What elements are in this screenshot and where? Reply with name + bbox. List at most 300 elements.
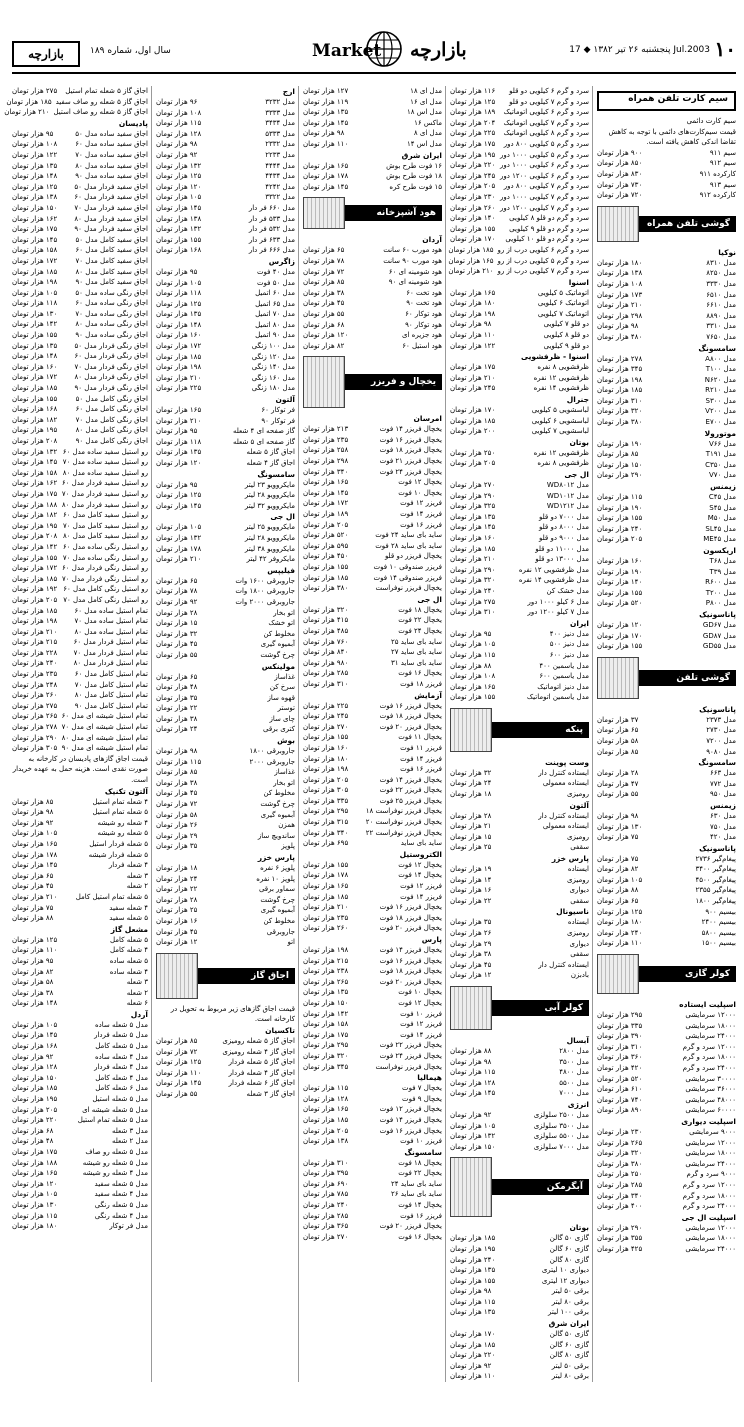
product-name: یخچال فریزر ۲۲ فوت [379,786,442,795]
product-name: ۹۰۰۰ سرمایشی [689,1127,736,1136]
product-name: یخچال ۲۲ فوت [398,1169,442,1178]
product-price: ۳۸۰ هزار تومان [597,1159,643,1168]
price-row [597,917,736,928]
issue-number: سال اول، شماره ۱۸۹ [90,46,171,56]
product-price: ۱۱۹ هزار تومان [303,97,349,106]
price-row [156,650,295,661]
product-name: مدل ۷۰۰۰ [559,1089,589,1098]
product-price: ۴۵ هزار تومان [156,789,198,798]
brand-heading: سامسونگ [698,758,736,768]
product-price: ۸۸ هزار تومان [450,661,492,670]
price-row [597,789,736,800]
product-price: ۲۱۰ هزار تومان [4,108,50,117]
price-row [12,553,148,564]
product-price: ۳۵۵ هزار تومان [597,1234,643,1243]
price-row [597,854,736,865]
product-price: ۳۱۵ هزار تومان [303,818,349,827]
price-row [450,565,589,576]
product-name: مدل E۷۰۰ [705,418,736,427]
product-name: فر توکار ۶۰ [261,406,295,415]
product-price: ۱۵۰ هزار تومان [12,1073,58,1082]
product-name: مدل ۲۲۳۳ [265,150,295,159]
product-price: ۱۳۵ هزار تومان [156,310,202,319]
product-price: ۱۴۵ هزار تومان [303,118,349,127]
price-row [12,595,148,606]
price-row [450,203,589,214]
product-name: برقی ۸۰ لیتر [551,1372,589,1381]
price-row [12,341,148,352]
price-row [156,362,295,373]
brand-heading: زیمنس [710,482,736,492]
product-name: مدل ۳۴۳۴ [265,119,295,128]
price-row [156,746,295,757]
price-row [303,562,442,573]
price-row [156,171,295,182]
price-row [303,456,442,467]
product-name: رو استیل سفید ساده مدل ۷۰ [62,458,148,467]
brand-heading: ایران شرق [401,150,442,160]
product-name: مدل فر توکار [109,1222,148,1231]
product-name: ۲۴۰۰۰ سرد و گرم [682,1202,736,1211]
product-price: ۳۷ هزار تومان [597,715,639,724]
product-price: ۱۲۵ هزار تومان [450,97,496,106]
product-price: ۱۳۸ هزار تومان [156,214,202,223]
product-name: مدل ۸۳۱۰ [706,258,736,267]
price-row [597,822,736,833]
product-photo [450,1157,492,1217]
product-name: رو استیل رنگی فردار مدل ۷۰ [62,574,148,583]
product-name: مدل ۷۶۵۰ [706,332,736,341]
product-name: فریزر ۱۶ فوت [400,765,442,774]
price-row [597,1074,736,1085]
product-name: مدل ۶۵ اتمیل [255,299,295,308]
product-price: ۹۸ هزار تومان [303,129,345,138]
product-name: مدل ای ۱۶ [410,97,442,106]
brand-heading: ناسیونال [556,907,589,917]
price-row [450,1276,589,1287]
product-photo [597,657,639,699]
product-price: ۱۸۵ هزار تومان [450,1340,496,1349]
product-name: چرخ گوشت [260,895,295,904]
product-price: ۱۶۵ هزار تومان [12,1169,58,1178]
product-price: ۱۷۰ هزار تومان [450,406,496,415]
price-row [597,492,736,503]
section-heading: پنکه [492,722,589,738]
price-row [597,190,736,201]
product-name: گازی ۵۰ گالن [549,1234,589,1243]
product-price: ۱۶۰ هزار تومان [597,557,643,565]
product-price: ۲۴۵ هزار تومان [450,171,496,180]
column-5 [4,86,148,1382]
price-row [156,927,295,938]
product-name: ۱۶ فوت طرح بوش [386,161,442,170]
product-price: ۴۸۰ هزار تومان [597,332,643,341]
product-name: ظرفشویی ۸ نفره [537,363,589,372]
price-row [303,509,442,520]
product-price: ۱۷۸ هزار تومان [303,871,349,880]
price-row [12,383,148,394]
product-name: سقفی [570,843,589,852]
product-name: رو استیل رنگی کامل مدل ۷۰ [63,595,148,604]
price-row [156,693,295,704]
price-row [597,417,736,428]
price-row [12,150,148,161]
brand-heading: آردان [422,235,442,245]
product-name: مدل ۳۵۰۰ [559,1057,589,1066]
product-name: اجاق سفید کامل مدل ۹۰ [75,278,148,287]
product-name: مدل ۱۸۰ زنگی [251,384,295,393]
product-name: فریزر ۱۲ فوت [400,499,442,508]
product-name: یخچال فریزر ۲۴ فوت [379,467,442,476]
product-name: توستر [277,704,295,713]
price-row [156,767,295,778]
product-price: ۲۶۵ هزار تومان [303,977,349,986]
product-name: رو استیل رنگی کامل مدل ۶۰ [63,585,148,594]
product-name: ۹۰۰۰ سرد و گرم [686,1170,736,1179]
column-2 [450,86,589,1382]
section-heading: سیم کارت تلفن همراه [597,91,736,111]
price-row [303,541,442,552]
price-row [156,267,295,278]
product-photo [597,206,639,242]
product-price: ۱۲۵ هزار تومان [156,1058,202,1067]
product-name: تمام استیل کامل مدل ۹۰ [74,701,148,710]
product-name: دو قلو ۸ کیلویی [543,331,589,340]
product-price: ۹۵ هزار تومان [12,129,54,138]
product-price: ۱۶۲ هزار تومان [12,214,58,223]
price-row [303,987,442,998]
product-price: ۸۳۰ هزار تومان [597,169,643,178]
product-name: اجاق رنگی کامل مدل ۹۰ [75,437,148,445]
product-name: مدل یاسمین ۶۰۰ [539,672,589,681]
product-price: ۵۵ هزار تومان [156,1089,198,1098]
price-row [156,352,295,363]
product-price: ۱۳۵ هزار تومان [303,108,349,117]
price-row [156,629,295,640]
product-name: ۳ شعله [126,978,148,987]
price-row [597,938,736,949]
product-name: مدل R۶۰۰ [705,578,736,587]
product-price: ۲۰۵ هزار تومان [450,459,496,468]
product-price: ۴۸ هزار تومان [12,1137,54,1146]
product-name: یخچال فریزر نوفراست ۱۸ [365,807,442,816]
price-row [450,224,589,235]
product-name: اجاق گاز ۵ شعله رومیزی [222,1036,295,1045]
price-row [12,658,148,669]
product-price: ۱۸۰ هزار تومان [303,754,349,763]
price-row [12,977,148,988]
price-row [156,1036,295,1047]
price-row [12,828,148,839]
publication-logo: بازارچه [12,41,80,67]
product-price: ۴۵ هزار تومان [156,640,198,649]
product-price: ۲۴۰ هزار تومان [12,659,58,668]
price-row [450,1046,589,1057]
product-name: مدل ۶۰ اتمیل [255,289,295,298]
product-name: یخچال فریزر ۲۰ فوت [379,924,442,933]
product-price: ۱۵۵ هزار تومان [303,563,349,571]
price-row [12,903,148,914]
product-price: ۸۸ هزار تومان [597,886,639,895]
product-price: ۱۷۵ هزار تومان [12,1148,58,1156]
price-row [303,785,442,796]
price-row [450,629,589,640]
price-row [303,1221,442,1232]
product-name: مدل ۵۵۰۰ سلولزی [533,1132,589,1141]
price-row [450,671,589,682]
price-row [450,107,589,118]
price-row [303,647,442,658]
price-row [156,373,295,384]
product-name: سرد و گرم ۶ کیلویی ۱۰۰۰ دور [500,161,589,170]
product-name: اجاق رنگی ساده مدل ۹۰ [75,331,148,340]
product-price: ۲۵ هزار تومان [450,843,492,852]
product-price: ۱۰۵ هزار تومان [450,640,496,649]
product-name: کتری برقی [262,725,295,734]
product-price: ۶۸ هزار تومان [12,1126,54,1135]
price-row [597,747,736,758]
product-name: اجاق رنگی ساده مدل ۵۰ [75,288,148,297]
product-price: ۱۸۰ هزار تومان [597,918,643,927]
product-price: ۱۵۰ هزار تومان [597,460,643,469]
product-price: ۱۴۵ هزار تومان [156,501,202,510]
price-row [156,490,295,501]
note-paragraph: قیمت اجاق گازهای پادیسان در کارخانه به صورت نقدی است. هزینه حمل به عهده خریدار است. [12,754,148,784]
product-price: ۱۸۰ هزار تومان [450,299,496,308]
price-row [156,309,295,320]
product-name: هود شومینه ای ۹۰ [388,278,442,287]
product-name: مایکروویو ۲۸ لیتر [244,533,295,542]
product-name: فریزر ۱۰ فوت [400,1137,442,1146]
price-row [156,150,295,161]
product-price: ۸۵ هزار تومان [156,768,198,777]
product-price: ۱۵۵ هزار تومان [597,514,643,523]
product-name: ساید بای ساید ۲۴ [390,1179,442,1188]
product-price: ۲۴۵ هزار تومان [303,712,349,721]
price-row [303,445,442,456]
price-row [450,789,589,800]
price-row [597,321,736,332]
product-name: ظرفشویی ۱۲ نفره [533,448,589,457]
product-price: ۲۷۸ هزار تومان [12,723,58,732]
product-price: ۱۲۰ هزار تومان [597,620,643,629]
price-row [12,1147,148,1158]
product-price: ۱۶۵ هزار تومان [303,1105,349,1114]
product-name: اجاق سفید ساده مدل ۹۰ [75,172,148,181]
product-price: ۲۷۰ هزار تومان [303,722,349,731]
price-row [597,1052,736,1063]
product-price: ۱۸۲ هزار تومان [12,511,58,520]
price-row [12,468,148,479]
product-name: مدل WD۸۰۱۲ [546,481,589,489]
price-row [597,375,736,386]
product-price: ۲۲۸ هزار تومان [12,648,58,657]
product-price: ۱۴ هزار تومان [450,875,492,884]
price-row [156,405,295,416]
product-name: رو استیل سفید فردار مدل ۷۰ [61,489,148,498]
price-row [303,86,442,97]
product-name: یخچال فریزر ۲۵ فوت [379,796,442,805]
product-name: ایستاده کنترل دار [538,811,589,820]
product-name: بیسیم ۱۵۰۰ [701,939,736,948]
product-price: ۶۵ هزار تومان [156,576,198,585]
product-name: اتو بخار [273,778,295,787]
price-row [597,396,736,407]
product-price: ۸۵ هزار تومان [303,278,345,287]
price-row [450,1131,589,1142]
product-name: مدل ۳ شعله [111,1126,148,1135]
product-name: اجاق رنگی فردار مدل ۷۰ [74,362,148,371]
price-row [597,385,736,396]
product-name: برقی ۵۰ لیتر [551,1287,589,1296]
product-name: ۲۴۰۰۰ سرد و گرم [682,1064,736,1072]
price-row [597,875,736,886]
price-row [12,1105,148,1116]
product-name: گازی ۵۰ گالن [549,1330,589,1339]
product-price: ۲۹۵ هزار تومان [597,1011,643,1020]
price-row [597,864,736,875]
product-price: ۲۲۰ هزار تومان [450,1351,496,1360]
product-price: ۹۲ هزار تومان [156,150,198,159]
price-row [156,458,295,469]
product-price: ۲۶۵ هزار تومان [12,712,58,721]
price-row [12,319,148,330]
brand-heading: ارج [282,87,295,96]
price-row [12,330,148,341]
price-row [303,637,442,648]
brand-heading: وست پوینت [545,757,589,767]
section-heading: کولر آبی [492,1000,589,1016]
price-row [303,881,442,892]
price-row [156,533,295,544]
product-name: اجاق سفید فردار مدل ۶۰ [74,193,148,202]
product-price: ۱۰۸ هزار تومان [156,108,202,117]
product-name: ساید بای ساید ۲۵ [390,637,442,646]
product-name: مدل ای ۸ [413,129,442,138]
product-price: ۲۷۰ هزار تومان [450,481,496,489]
price-row [303,1232,442,1243]
product-price: ۱۱۵ هزار تومان [12,1211,58,1220]
price-row [303,743,442,754]
product-price: ۱۴۵ هزار تومان [450,523,496,532]
product-price: ۲۴۰ هزار تومان [597,928,643,937]
product-price: ۷۵ هزار تومان [597,854,639,863]
product-price: ۱۳۲ هزار تومان [12,447,58,456]
product-name: یخچال فریزر ۲۰ فوت [379,977,442,986]
product-price: ۷۳۰ هزار تومان [597,180,643,189]
price-row [303,806,442,817]
product-price: ۱۵۸ هزار تومان [303,1020,349,1029]
product-price: ۱۶۰ هزار تومان [303,743,349,752]
price-row [303,171,442,182]
product-price: ۵۵ هزار تومان [597,790,639,799]
price-row [450,416,589,427]
product-price: ۱۰۵ هزار تومان [156,523,202,532]
product-name: مدل ۳۳۱۰ [706,322,736,331]
product-price: ۱۷۵ هزار تومان [303,1030,349,1039]
product-price: ۱۴۵ هزار تومان [156,203,202,212]
price-row [450,960,589,971]
product-name: جاروبرقی ۲۰۰۰ وات [235,597,295,606]
product-price: ۲۱۵ هزار تومان [303,956,349,965]
product-price: ۴۲۵ هزار تومان [597,1244,643,1253]
product-name: مدل ۵۳۳۳ [265,129,295,138]
product-price: ۱۶۵ هزار تومان [450,682,496,691]
product-name: اجاق سفید فردار مدل ۹۰ [74,225,148,234]
product-name: مدل V۲۰۰ [705,407,736,416]
product-price: ۱۷۰ هزار تومان [450,1330,496,1339]
product-price: ۱۴۰ هزار تومان [450,214,496,223]
price-row [597,736,736,747]
price-row [450,682,589,693]
price-row [303,902,442,913]
product-price: ۱۱۰ هزار تومان [303,139,349,148]
product-price: ۱۳۰ هزار تومان [597,822,643,831]
price-row [4,107,148,118]
product-name: بیسیم ۵۸۰۰ [701,928,736,937]
product-price: ۲۹۵ هزار تومان [303,1041,349,1050]
price-row [450,234,589,245]
product-price: ۱۷۵ هزار تومان [450,363,496,372]
price-row [303,615,442,626]
product-price: ۱۹۵ هزار تومان [12,1095,58,1104]
price-row [597,832,736,843]
product-price: ۱۵۸ هزار تومان [12,246,58,255]
product-name: تمام استیل ساده مدل ۷۰ [74,617,148,626]
product-name: مدل ۴۰ فوت [256,267,295,276]
price-row [303,424,442,435]
price-row [303,530,442,541]
product-price: ۲۰۸ هزار تومان [12,437,58,445]
price-row [450,319,589,330]
product-price: ۳۱۰ هزار تومان [303,1158,349,1167]
product-price: ۱۳۵ هزار تومان [450,1308,496,1317]
price-row [303,1019,442,1030]
product-price: ۳۱۰ هزار تومان [450,608,496,617]
product-price: ۳۰۵ هزار تومان [12,744,58,753]
price-row [156,192,295,203]
product-name: پلوپز ۶ نفره [260,864,295,872]
brand-heading: امرسان [413,414,442,424]
price-row [450,1286,589,1297]
product-price: ۹۵ هزار تومان [450,629,492,638]
product-name: مدل ۷۰۰۰ سلولزی [533,1142,589,1151]
price-row [12,1211,148,1222]
price-row [156,1068,295,1079]
price-row [156,108,295,119]
product-name: یخچال فریزر ۱۶ فوت [379,435,442,444]
brand-heading: تاکسیان [265,1025,295,1035]
product-price: ۱۳۸ هزار تومان [12,193,58,202]
product-price: ۲۶۰ هزار تومان [450,203,496,212]
price-row [156,330,295,341]
product-name: ۵ شعله تمام استیل [92,808,148,817]
product-name: ایستاده کنترل دار [538,768,589,777]
price-row [450,692,589,703]
price-row [303,977,442,988]
product-name: اجاق سفید کامل مدل ۸۰ [75,267,148,276]
price-row [303,488,442,499]
price-row [156,916,295,927]
price-row [12,871,148,882]
product-price: ۳۱۰ هزار تومان [303,679,349,688]
price-row [450,491,589,502]
price-row [597,406,736,417]
product-name: یخچال ۱۶ فوت [398,1232,442,1241]
product-price: ۲۴۸ هزار تومان [12,680,58,689]
product-name: فر توکار ۹۰ [261,416,295,425]
product-price: ۱۰۵ هزار تومان [12,1020,58,1029]
